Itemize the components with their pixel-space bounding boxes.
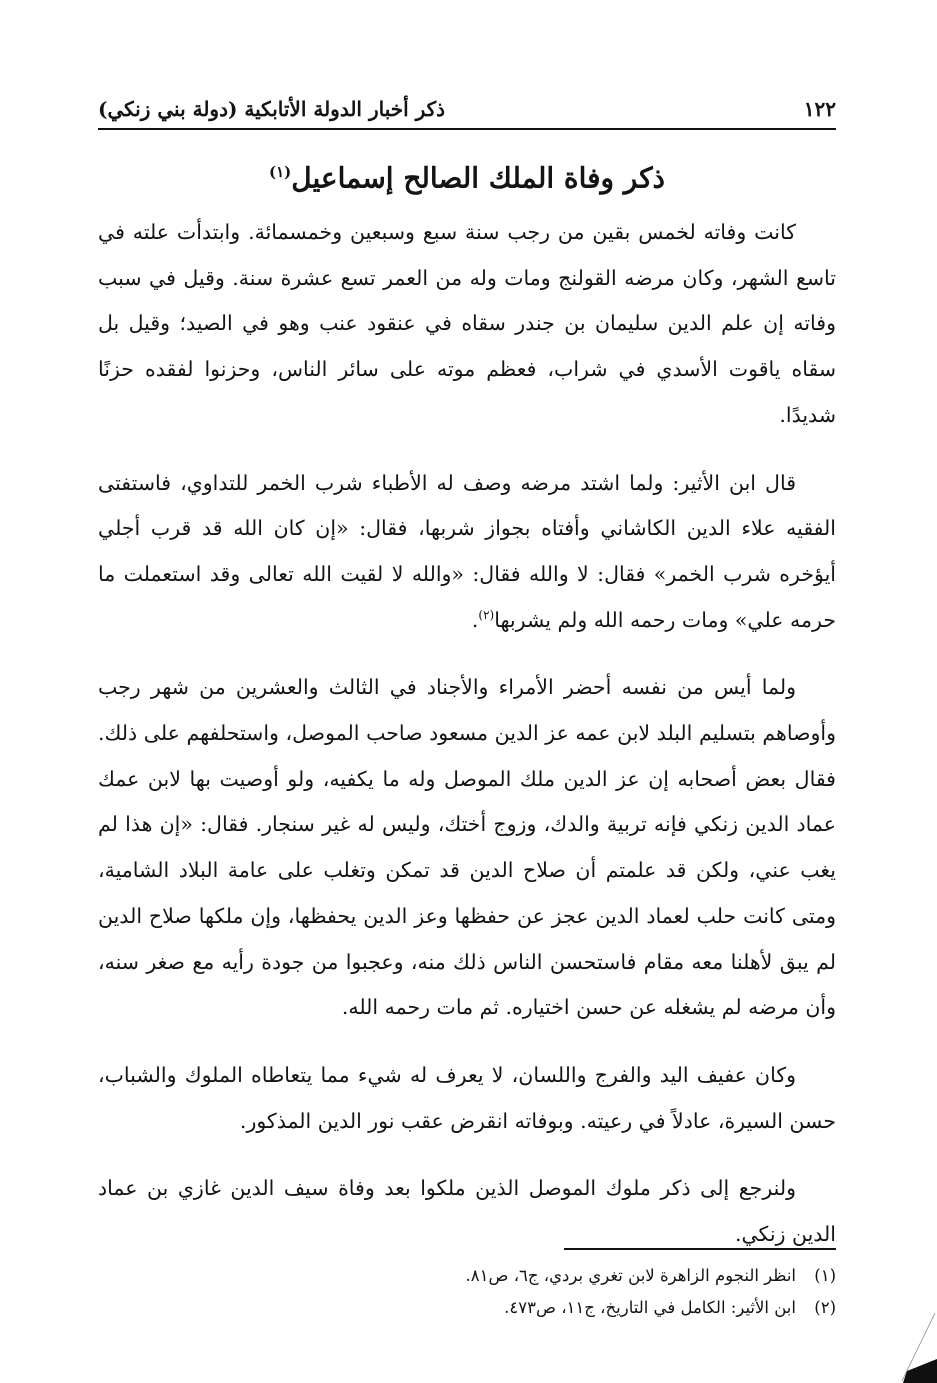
- chapter-footnote-marker: (١): [268, 163, 292, 181]
- footnote-1-number: (١): [814, 1266, 836, 1285]
- running-header: [98, 92, 836, 126]
- paragraph-5: ولنرجع إلى ذكر ملوك الموصل الذين ملكوا بعد وفاة سيف الدين غازي بن عماد الدين زنكي.: [98, 1176, 836, 1247]
- footnote-2-number: (٢): [814, 1298, 836, 1317]
- footnote-2-text: ابن الأثير: الكامل في التاريخ، ج١١، ص٤٧٣.: [504, 1298, 796, 1317]
- footnotes: [98, 1260, 836, 1324]
- page-number: ١٢٢: [803, 97, 836, 121]
- footnote-1-text: انظر النجوم الزاهرة لابن تغري بردي، ج٦، ص٨١.: [465, 1266, 796, 1285]
- chapter-title-text: ذكر وفاة الملك الصالح إسماعيل: [291, 161, 666, 195]
- paragraph-2-tail: .: [471, 607, 479, 632]
- footnote-1: [98, 1260, 836, 1292]
- body-text: [98, 210, 836, 1280]
- paragraph-3: ولما أيس من نفسه أحضر الأمراء والأجناد في الثالث والعشرين من شهر رجب وأوصاهم بتسليم البلد لابن عمه عز الدين مسعود صاحب الموصل، واستحلفهم على ذلك. فقال بعض أصحابه إن عز الدين ملك الموصل وله ما يكفيه، ولو أوصيت بها لابن عمك عماد الدين زنكي فإنه تربية والدك، وزوج أختك، وليس له غير سنجار. فقال: «إن هذا لم يغب عني، ولكن قد علمتم أن صلاح الدين قد تمكن وتغلب على عامة البلاد الشامية، ومتى كانت حلب لعماد الدين عجز عن حفظها وعز الدين يحفظها، وإن ملكها صلاح الدين لم يبق لأهلنا معه مقام فاستحسن الناس ذلك منه، وعجبوا من جودة رأيه مع صغر سنه، وأن مرضه لم يشغله عن حسن اختياره. ثم مات رحمه الله.: [98, 675, 836, 1020]
- header-divider: [98, 128, 836, 130]
- paragraph-2-text: قال ابن الأثير: ولما اشتد مرضه وصف له الأطباء شرب الخمر للتداوي، فاستفتى الفقيه علاء الدين الكاشاني وأفتاه بجواز شربها، فقال: «إن كان الله قد قرب أجلي أيؤخره شرب الخمر» فقال: لا والله فقال: «والله لا لقيت الله تعالى وقد استعملت ما حرمه علي» ومات رحمه الله ولم يشربها: [98, 470, 836, 632]
- footnote-divider: [564, 1248, 836, 1250]
- running-title: ذكر أخبار الدولة الأتابكية (دولة بني زنكي): [98, 97, 446, 121]
- paragraph-2: [98, 461, 836, 644]
- chapter-title: [98, 148, 836, 202]
- paragraph-4: وكان عفيف اليد والفرج واللسان، لا يعرف له شيء مما يتعاطاه الملوك والشباب، حسن السيرة، عادلاً في رعيته. وبوفاته انقرض عقب نور الدين المذكور.: [98, 1062, 836, 1133]
- paragraph-2-footnote-marker: (٢): [478, 607, 495, 622]
- footnote-2: [98, 1292, 836, 1324]
- page-corner-mark: [867, 1283, 937, 1383]
- paragraph-1: كانت وفاته لخمس بقين من رجب سنة سبع وسبعين وخمسمائة. وابتدأت علته في تاسع الشهر، وكان مرضه القولنج ومات وله من العمر تسع عشرة سنة. وقيل في سبب وفاته إن علم الدين سليمان بن جندر سقاه في عنقود عنب وهو في الصيد؛ وقيل بل سقاه ياقوت الأسدي في شراب، فعظم موته على سائر الناس، وحزنوا لفقده حزنًا شديدًا.: [98, 220, 836, 427]
